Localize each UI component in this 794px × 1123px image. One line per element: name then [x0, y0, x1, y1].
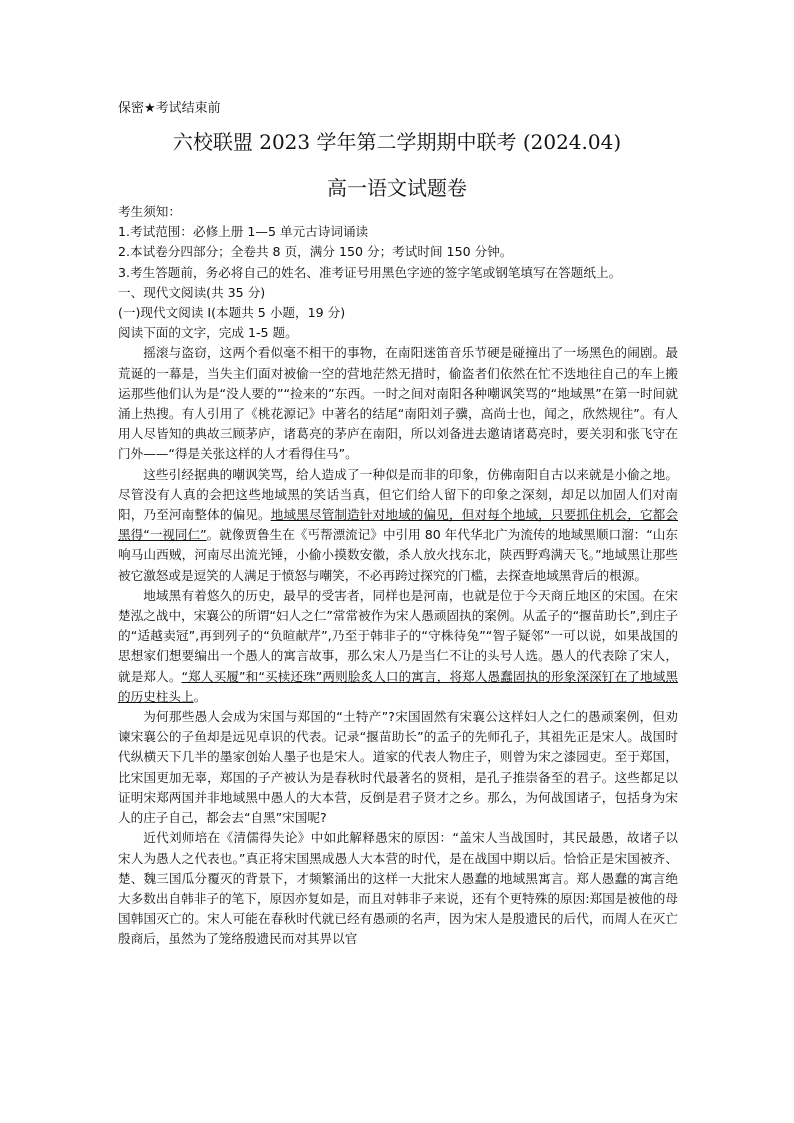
notice-item-1: 1.考试范围：必修上册 1—5 单元古诗词诵读 [118, 224, 369, 240]
section-heading: 一、现代文阅读(共 35 分) [118, 284, 266, 300]
reading-instruction: 阅读下面的文字，完成 1-5 题。 [118, 325, 298, 341]
paragraph-2-text-b: 。就像贾鲁生在《丐帮漂流记》中引用 80 年代华北广为流传的地域黑顺口溜：“山东响马山西贼，河南尽出流光锤，小偷小摸数安徽，杀人放火找东北，陕西野鸡满天飞。”地域黑让那些被它激怒或是逗笑的人满足于愤怒与嘲笑，不必再跨过探究的门槛，去探查地域黑背后的根源。 [118, 527, 678, 583]
notice-item-3: 3.考生答题前，务必将自己的姓名、准考证号用黑色字迹的签字笔或钢笔填写在答题纸上。 [118, 264, 622, 280]
confidential-label: 保密★考试结束前 [118, 101, 221, 116]
document-body [118, 202, 678, 950]
paragraph-4: 为何那些愚人会成为宋国与郑国的“土特产”?宋国固然有宋襄公这样妇人之仁的愚顽案例，但劝谏宋襄公的子鱼却是远见卓识的代表。记录“揠苗助长”的孟子的先师孔子，其祖先正是宋人。战国时代纵横天下几半的墨家创始人墨子也是宋人。道家的代表人物庄子，则曾为宋之漆园吏。至于郑国，比宋国更加无辜，郑国的子产被认为是春秋时代最著名的贤相，是孔子推崇备至的君子。这些都足以证明宋郑两国并非地域黑中愚人的大本营，反倒是君子贤才之乡。那么，为何战国诸子，包括身为宋人的庄子自己，都会去“自黑”宋国呢? [118, 709, 678, 826]
paragraph-2-underlined: 地域黑尽管制造针对地域的偏见，但对每个地域，只要抓住机会，它都会黑得“一视同仁” [118, 507, 679, 543]
exam-title: 六校联盟 2023 学年第二学期期中联考 (2024.04) [172, 130, 622, 154]
notice-item-2: 2.本试卷分四部分；全卷共 8 页，满分 150 分；考试时间 150 分钟。 [118, 244, 513, 260]
paragraph-3-text-b: 。 [193, 688, 207, 704]
paragraph-3-underlined: “郑人买履”和“买椟还珠”两则脍炙人口的寓言，将郑人愚蠢固执的形象深深钉在了地域黑的历史柱头上 [118, 668, 679, 704]
paragraph-2 [118, 465, 678, 586]
paragraph-5: 近代刘师培在《清儒得失论》中如此解释愚宋的原因：“盖宋人当战国时，其民最愚，故诸子以宋人为愚人之代表也。”真正将宋国黑成愚人大本营的时代，是在战国中期以后。恰恰正是宋国被齐、楚、魏三国瓜分覆灭的背景下，才频繁涌出的这样一大批宋人愚蠢的地域黑寓言。郑人愚蠢的寓言绝大多数出自韩非子的笔下，原因亦复如是，而且对韩非子来说，还有个更特殊的原因:郑国是被他的母国韩国灭亡的。宋人可能在春秋时代就已经有愚顽的名声，因为宋人是殷遗民的后代，而周人在灭亡殷商后，虽然为了笼络殷遗民而对其畀以官 [118, 830, 678, 947]
paragraph-1: 摇滚与盗窃，这两个看似毫不相干的事物，在南阳迷笛音乐节硬是碰撞出了一场黑色的闹剧。最荒诞的一幕是，当失主们面对被偷一空的营地茫然无措时，偷盗者们依然在忙不迭地往自己的车上搬运那些他们认为是“没人要的”“捡来的”东西。一时之间对南阳各种嘲讽笑骂的“地域黑”在第一时间就涌上热搜。有人引用了《桃花源记》中著名的结尾“南阳刘子骥，高尚士也，闻之，欣然规往”。有人用人尽皆知的典故三顾茅庐，诸葛亮的茅庐在南阳，所以刘备进去邀请诸葛亮时，要关羽和张飞守在门外——“得是关张这样的人才看得住马”。 [118, 345, 678, 462]
notice-heading: 考生须知： [118, 204, 181, 219]
paragraph-2-text-a: 这些引经据典的嘲讽笑骂，给人造成了一种似是而非的印象，仿佛南阳自古以来就是小偷之地。尽管没有人真的会把这些地域黑的笑话当真，但它们给人留下的印象之深刻，却足以加固人们对南阳，乃至河南整体的偏见。 [118, 466, 678, 523]
exam-subtitle: 高一语文试题卷 [327, 176, 467, 200]
subsection-heading: (一)现代文阅读 I(本题共 5 小题，19 分) [118, 305, 346, 321]
paragraph-3 [118, 586, 678, 707]
paragraph-3-text-a: 地域黑有着悠久的历史，最早的受害者，同样也是河南，也就是位于今天商丘地区的宋国。在宋楚泓之战中，宋襄公的所谓“妇人之仁”常常被作为宋人愚顽固执的案例。从孟子的“揠苗助长”,到庄子的“适越卖冠”,再到列子的“负暄献芹”,乃至于韩非子的“守株待兔”“智子疑邻”一可以说，如果战国的思想家们想要编出一个愚人的寓言故事，那么宋人乃是当仁不让的头号人选。愚人的代表除了宋人，就是郑人。 [118, 587, 678, 684]
